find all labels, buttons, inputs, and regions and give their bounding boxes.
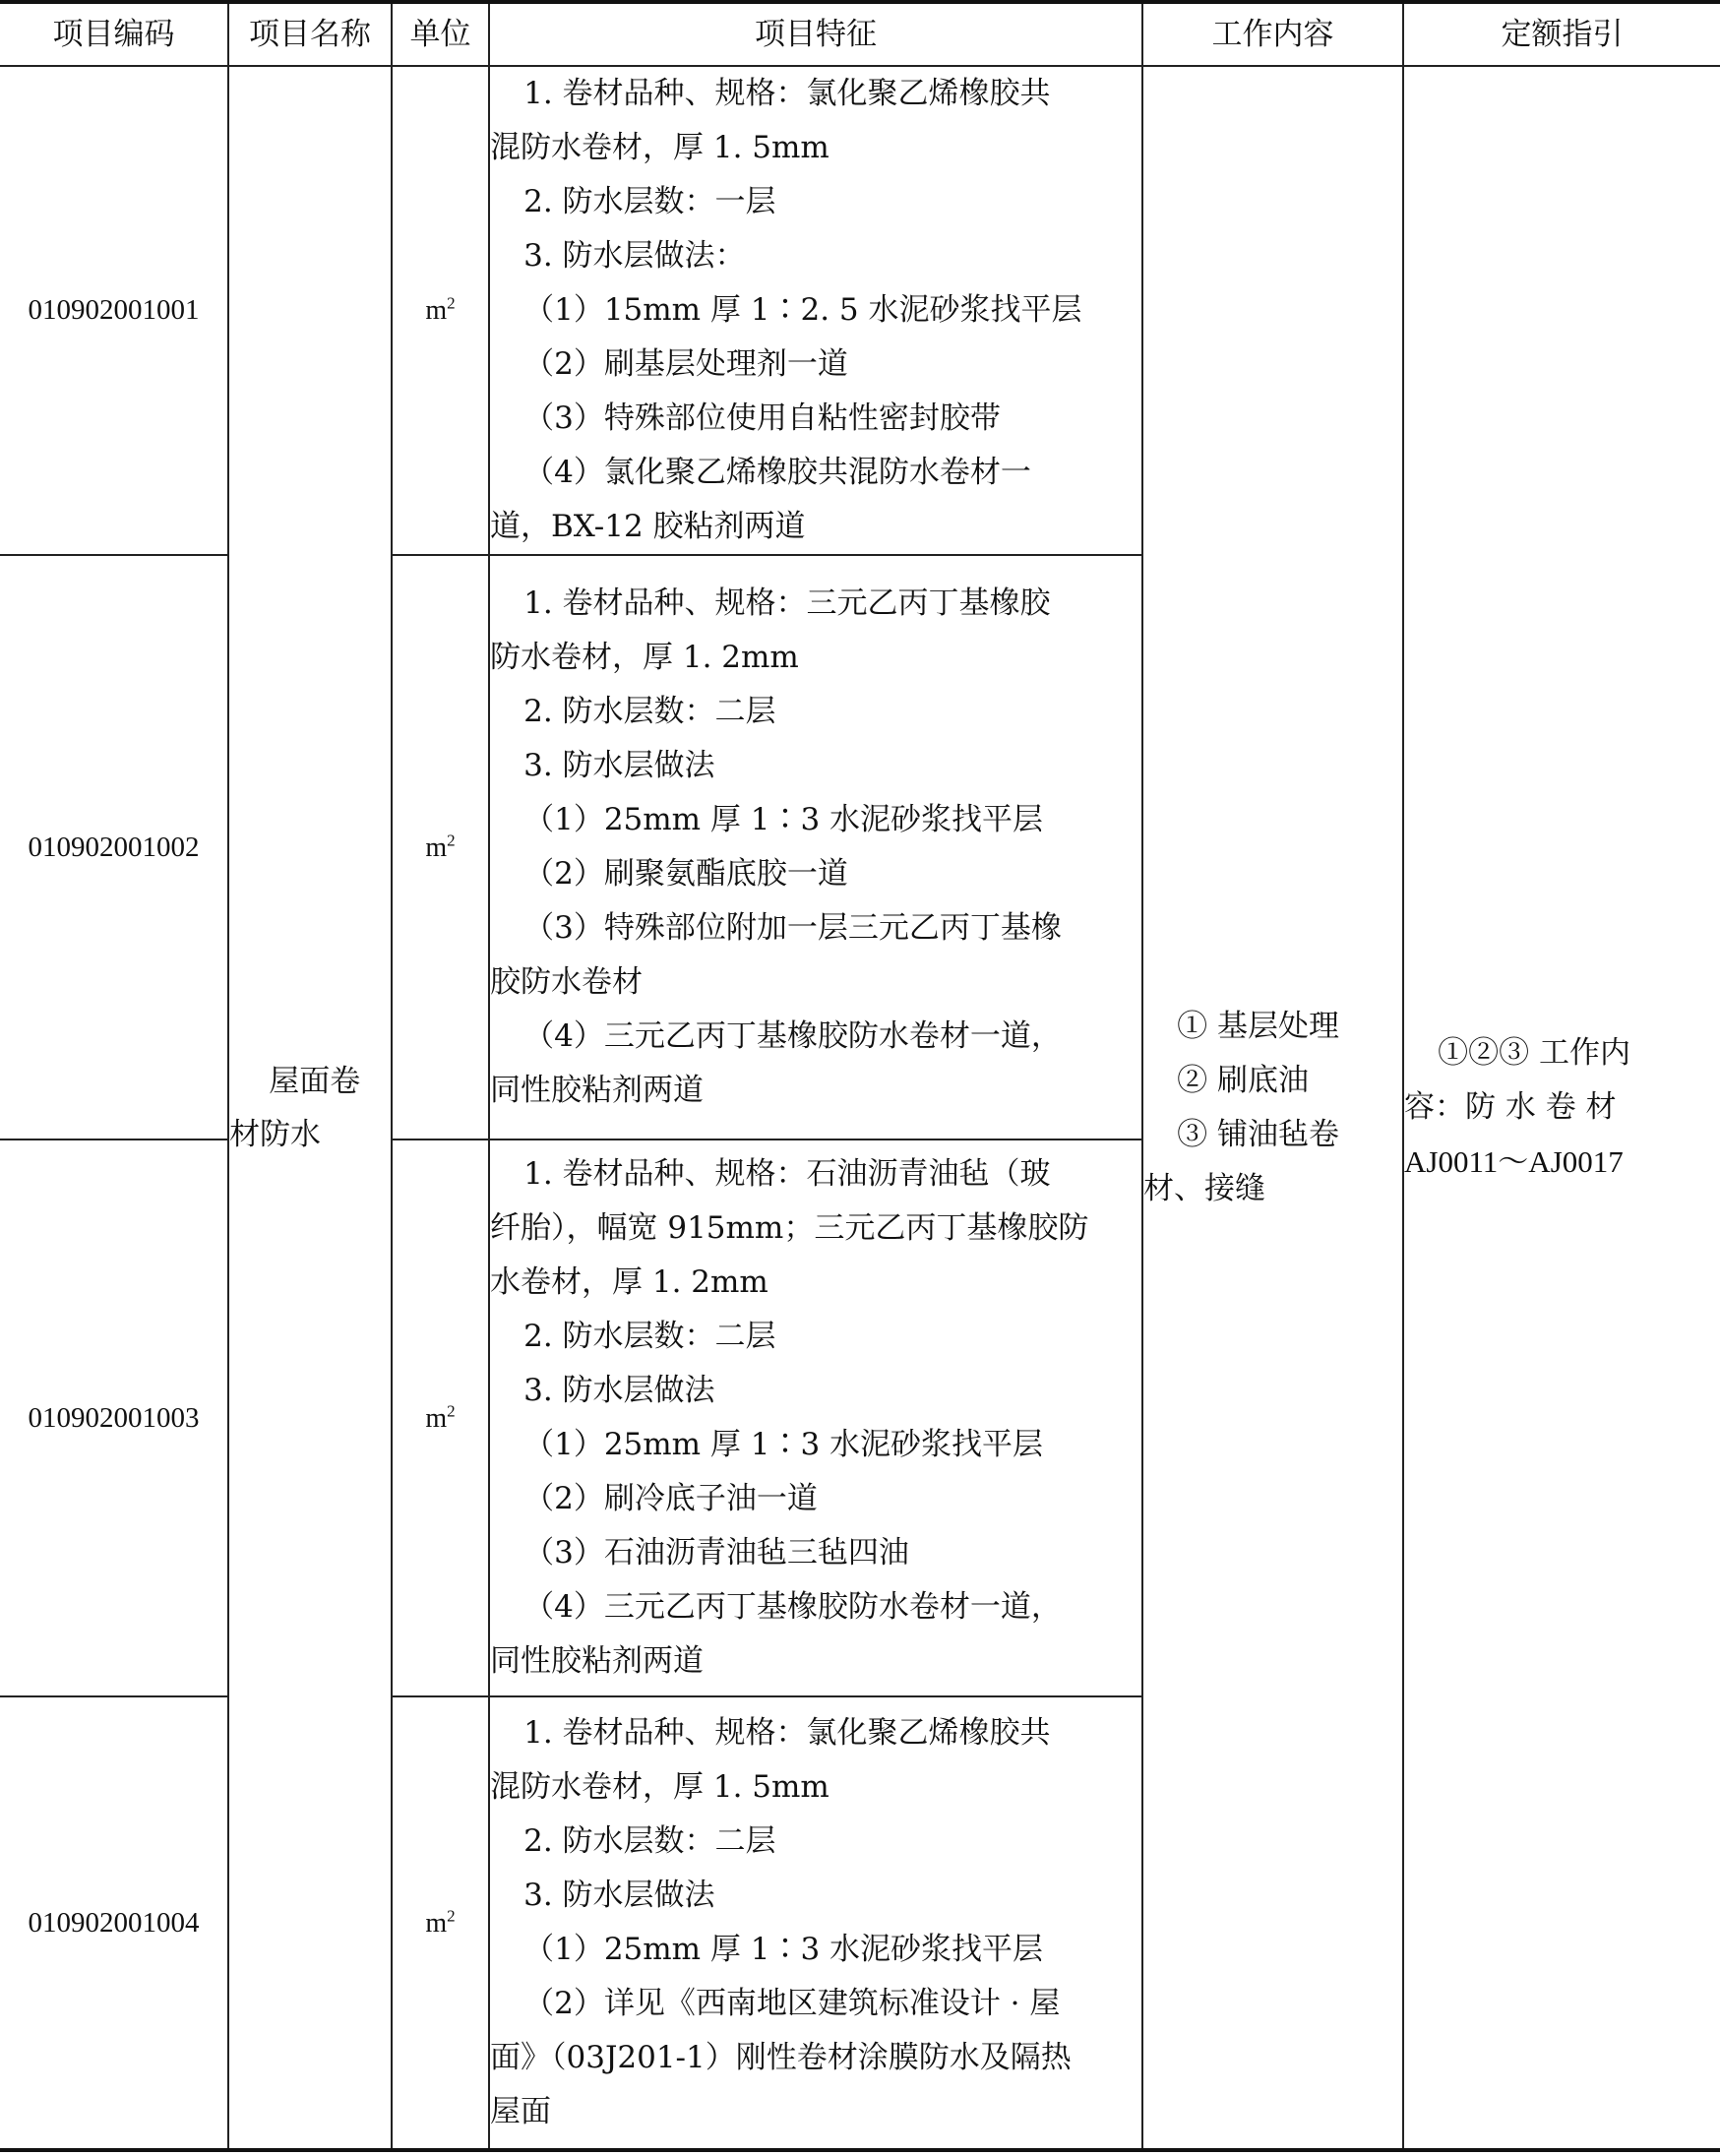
unit-base: m — [425, 832, 448, 863]
item-features — [489, 1696, 1142, 2150]
feature-line: 1. 卷材品种、规格：氯化聚乙烯橡胶共 — [523, 76, 1051, 111]
unit-base: m — [425, 1907, 448, 1939]
feature-line: 同性胶粘剂两道 — [490, 1643, 704, 1679]
feature-line: 道，BX-12 胶粘剂两道 — [490, 509, 806, 544]
feature-line: 2. 防水层数：二层 — [523, 694, 776, 729]
header-features: 项目特征 — [489, 2, 1142, 66]
item-code: 010902001004 — [0, 1696, 228, 2150]
item-unit — [392, 66, 489, 555]
quota-line: ①②③ 工作内 — [1438, 1035, 1630, 1071]
item-features — [489, 66, 1142, 555]
item-code: 010902001003 — [0, 1140, 228, 1696]
feature-line: 1. 卷材品种、规格：石油沥青油毡（玻 — [523, 1156, 1051, 1192]
header-unit: 单位 — [392, 2, 489, 66]
feature-line: （2）刷聚氨酯底胶一道 — [523, 856, 848, 892]
quota-guide — [1403, 66, 1720, 2150]
unit-exponent: 2 — [447, 293, 456, 313]
feature-line: （2）刷基层处理剂一道 — [523, 346, 848, 382]
feature-line: 混防水卷材，厚 1. 5mm — [490, 130, 829, 165]
header-row — [0, 2, 1720, 66]
feature-line: 胶防水卷材 — [490, 964, 643, 1000]
feature-line: （2）刷冷底子油一道 — [523, 1481, 818, 1516]
work-line: ② 刷底油 — [1177, 1062, 1309, 1098]
feature-line: （1）15mm 厚 1∶2. 5 水泥砂浆找平层 — [523, 292, 1082, 328]
header-work: 工作内容 — [1142, 2, 1403, 66]
feature-line: 2. 防水层数：一层 — [523, 184, 776, 219]
feature-line: 纤胎），幅宽 915mm；三元乙丙丁基橡胶防 — [490, 1210, 1089, 1246]
feature-line: 1. 卷材品种、规格：三元乙丙丁基橡胶 — [523, 585, 1051, 621]
feature-line: （3）石油沥青油毡三毡四油 — [523, 1535, 909, 1571]
work-line: ① 基层处理 — [1177, 1008, 1339, 1044]
feature-line: 2. 防水层数：二层 — [523, 1823, 776, 1859]
feature-line: 3. 防水层做法 — [523, 748, 715, 783]
item-unit — [392, 1696, 489, 2150]
feature-line: （3）特殊部位附加一层三元乙丙丁基橡 — [523, 910, 1062, 946]
feature-line: （4）三元乙丙丁基橡胶防水卷材一道， — [523, 1018, 1062, 1054]
item-unit — [392, 1140, 489, 1696]
feature-line: 屋面 — [490, 2094, 551, 2129]
feature-line: 同性胶粘剂两道 — [490, 1073, 704, 1108]
work-content — [1142, 66, 1403, 2150]
header-quota: 定额指引 — [1403, 2, 1720, 66]
feature-line: 防水卷材，厚 1. 2mm — [490, 640, 799, 675]
work-line: 材、接缝 — [1143, 1170, 1265, 1206]
header-name: 项目名称 — [228, 2, 392, 66]
feature-line: 3. 防水层做法 — [523, 1878, 715, 1913]
unit-base: m — [425, 1402, 448, 1434]
unit-exponent: 2 — [447, 1401, 456, 1421]
item-name-line: 屋面卷 — [269, 1063, 361, 1099]
table-row — [0, 66, 1720, 555]
feature-line: 3. 防水层做法： — [523, 238, 746, 274]
unit-exponent: 2 — [447, 1906, 456, 1926]
feature-line: （1）25mm 厚 1∶3 水泥砂浆找平层 — [523, 802, 1044, 837]
feature-line: （2）详见《西南地区建筑标准设计 · 屋 — [523, 1986, 1061, 2021]
feature-line: 3. 防水层做法 — [523, 1373, 715, 1408]
work-line: ③ 铺油毡卷 — [1177, 1116, 1339, 1152]
quota-line: AJ0011～AJ0017 — [1404, 1144, 1624, 1179]
item-name-line: 材防水 — [229, 1116, 321, 1152]
feature-line: （4）三元乙丙丁基橡胶防水卷材一道， — [523, 1589, 1062, 1625]
item-code: 010902001002 — [0, 555, 228, 1140]
feature-line: 面》（03J201-1）刚性卷材涂膜防水及隔热 — [490, 2040, 1072, 2075]
feature-line: （1）25mm 厚 1∶3 水泥砂浆找平层 — [523, 1427, 1044, 1462]
unit-base: m — [425, 295, 448, 326]
item-features — [489, 1140, 1142, 1696]
item-name — [228, 66, 392, 2150]
unit-exponent: 2 — [447, 831, 456, 850]
feature-line: 水卷材，厚 1. 2mm — [490, 1264, 768, 1300]
feature-line: 混防水卷材，厚 1. 5mm — [490, 1769, 829, 1805]
item-unit — [392, 555, 489, 1140]
feature-line: （4）氯化聚乙烯橡胶共混防水卷材一 — [523, 455, 1031, 490]
item-features — [489, 555, 1142, 1140]
item-code: 010902001001 — [0, 66, 228, 555]
feature-line: （3）特殊部位使用自粘性密封胶带 — [523, 400, 1001, 436]
feature-line: （1）25mm 厚 1∶3 水泥砂浆找平层 — [523, 1932, 1044, 1967]
header-code: 项目编码 — [0, 2, 228, 66]
quota-line: 容：防 水 卷 材 — [1404, 1089, 1617, 1125]
feature-line: 1. 卷材品种、规格：氯化聚乙烯橡胶共 — [523, 1715, 1051, 1751]
feature-line: 2. 防水层数：二层 — [523, 1319, 776, 1354]
